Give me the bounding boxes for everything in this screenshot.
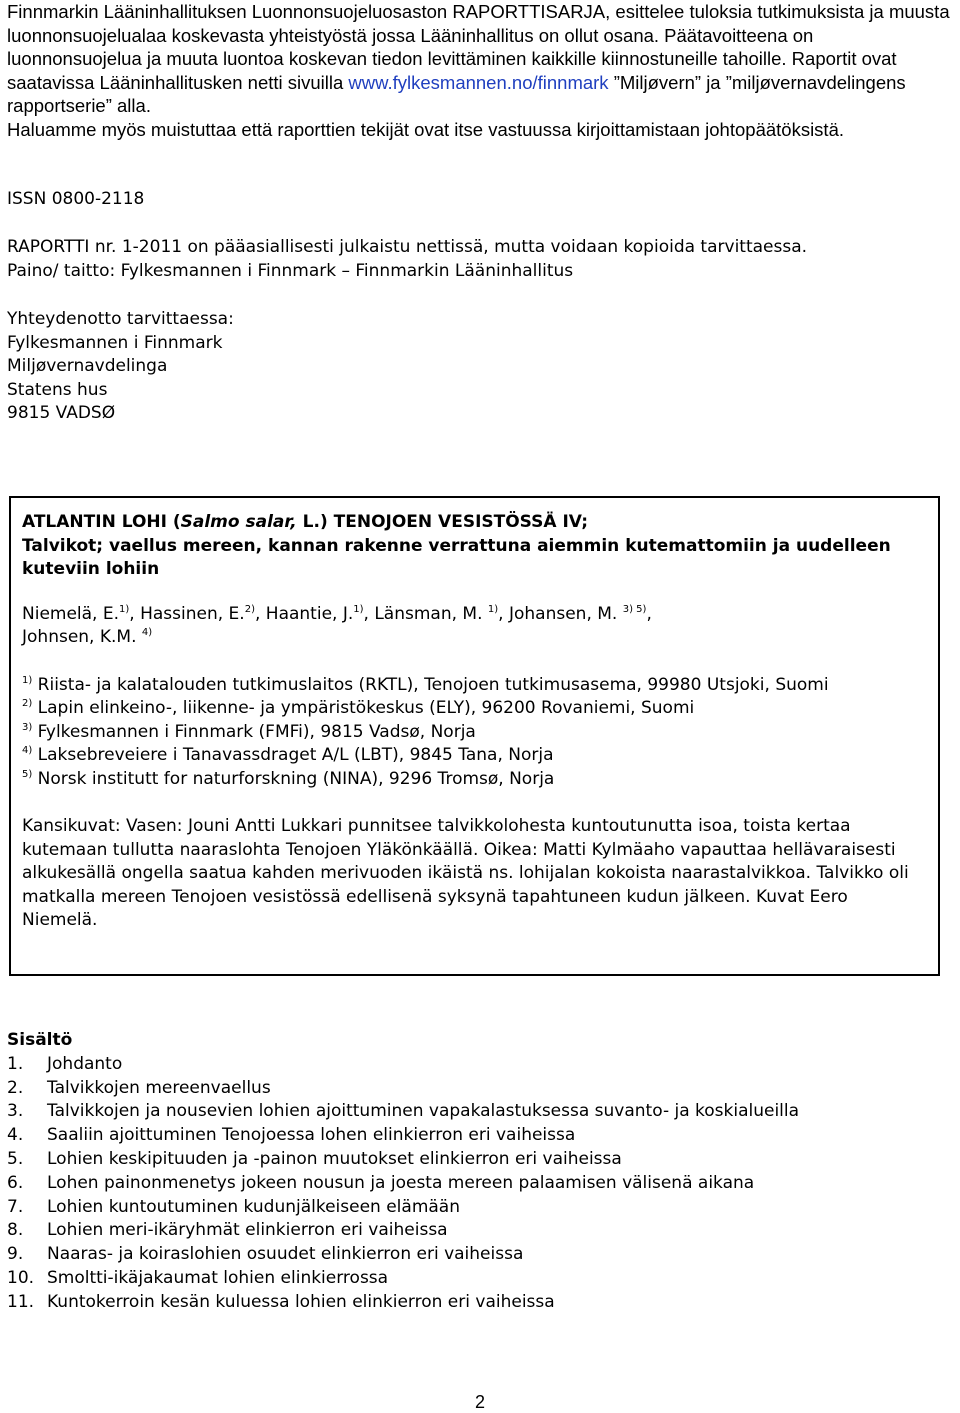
toc-item [7,1267,952,1291]
toc-text: Lohien keskipituuden ja -painon muutokset elinkierron eri vaiheissa [47,1148,622,1169]
toc-number: 3. [7,1101,24,1122]
toc-text: Lohien meri-ikäryhmät elinkierron eri vaiheissa [47,1220,448,1241]
toc-text: Talvikkojen mereenvaellus [47,1077,271,1098]
author-name: Johansen, M. [508,603,623,624]
separator: , [363,603,375,624]
toc-title: Sisältö [7,1030,73,1050]
report-title [22,511,927,535]
author-affiliation: 2) [244,603,255,615]
toc-list [7,1053,952,1315]
contact-line: Miljøvernavdelinga [7,356,168,376]
affiliation-number: 2) [22,698,33,709]
intro-text-3: Haluamme myös muistuttaa että raporttien tekijät ovat itse vastuussa kirjoittamistaan johtopäätöksistä. [7,118,844,140]
table-of-contents [7,1029,952,1315]
affiliation-text: Norsk institutt for naturforskning (NINA), 9296 Tromsø, Norja [37,768,555,789]
author-affiliation: 4) [141,627,153,638]
title-part: ATLANTIN LOHI ( [22,512,181,532]
toc-text: Johdanto [47,1053,123,1074]
contact-line: Fylkesmannen i Finnmark [7,332,223,353]
affiliation-item [22,697,927,721]
contact-heading: Yhteydenotto tarvittaessa: [7,309,234,329]
toc-number: 6. [7,1172,24,1193]
separator: , [129,603,141,624]
toc-number: 11. [7,1291,35,1312]
toc-text: Lohien kuntoutuminen kudunjälkeiseen elämään [47,1196,460,1217]
cover-caption: Kansikuvat: Vasen: Jouni Antti Lukkari punnitsee talvikkolohesta kuntoutunutta isoa, toista kertaa kutemaan tullutta naaraslohta Tenojoen Yläkönkäällä. Oikea: Matti Kylmäaho vapauttaa hellävaraisesti alkukesällä ongella saatua kahden merivuoden ikäistä ns. lohijalan kokoista naarastalvikkoa. Talvikko oli matkalla mereen Tenojoen vesistössä edellisenä syksynä tapahtuneen kudun jälkeen. Kuvat Eero Niemelä. [22,816,909,930]
report-subtitle: Talvikot; vaellus mereen, kannan rakenne verrattuna aiemmin kutemattomiin ja uudelleen kuteviin lohiin [22,535,891,579]
page-number: 2 [474,1392,485,1412]
toc-item [7,1243,952,1267]
toc-text: Smoltti-ikäjakaumat lohien elinkierrossa [47,1267,389,1288]
author-affiliation: 1) [119,603,130,615]
contact-line: Statens hus [7,379,108,400]
author-name: Länsman, M. [374,603,488,624]
toc-item [7,1219,952,1243]
species-name: Salmo salar, [180,512,297,532]
toc-text: Kuntokerroin kesän kuluessa lohien elinkierron eri vaiheissa [47,1291,555,1312]
affiliation-text: Fylkesmannen i Finnmark (FMFi), 9815 Vadsø, Norja [37,721,476,742]
author-name: Niemelä, E. [22,603,120,624]
intro-paragraph [7,0,952,141]
toc-item [7,1172,952,1196]
toc-number: 2. [7,1077,24,1098]
toc-item [7,1077,952,1101]
toc-number: 1. [7,1053,24,1074]
affiliation-item [22,768,927,792]
toc-number: 8. [7,1220,24,1241]
paino-text: Paino/ taitto: Fylkesmannen i Finnmark – Finnmarkin Lääninhallitus [7,260,574,281]
affiliation-number: 4) [22,745,33,756]
toc-item [7,1291,952,1315]
author-affiliation: 3) 5) [622,603,647,615]
author-name: Hassinen, E. [140,603,245,624]
toc-text: Lohen painonmenetys jokeen nousun ja joesta mereen palaamisen välisenä aikana [47,1172,755,1193]
raportti-text: RAPORTTI nr. 1-2011 on pääasiallisesti julkaistu nettissä, mutta voidaan kopioida tarvittaessa. [7,237,808,257]
affiliation-text: Laksebreveiere i Tanavassdraget A/L (LBT), 9845 Tana, Norja [37,745,554,765]
author-name: Johnsen, K.M. [22,627,142,647]
toc-item [7,1100,952,1124]
toc-number: 10. [7,1267,35,1288]
website-link[interactable]: www.fylkesmannen.no/finnmark [348,71,609,93]
toc-text: Naaras- ja koiraslohien osuudet elinkierron eri vaiheissa [47,1244,524,1265]
toc-number: 4. [7,1125,24,1146]
authors [22,603,927,650]
report-info [7,236,952,283]
affiliations [22,674,927,792]
intro-text: Finnmarkin Lääninhallituksen Luonnonsuojeluosaston RAPORTTISARJA, esittelee tuloksia tutkimuksista ja muusta luonnonsuojelualaa koskevasta yhteistyöstä jossa Lääninhallitus on ollut osana. Päätavoitteena on luonnonsuojelua ja muuta luontoa koskevan tiedon levittäminen kaikkille kiinnostuneille tahoille. Raportit ovat saatavissa Lääninhallitusken netti sivuilla [7,1,950,93]
affiliation-text: Riista- ja kalatalouden tutkimuslaitos (RKTL), Tenojoen tutkimusasema, 99980 Utsjoki, Suomi [37,674,829,695]
title-part: L.) TENOJOEN VESISTÖSSÄ IV; [296,512,589,532]
toc-number: 7. [7,1196,24,1217]
affiliation-item [22,674,927,698]
affiliation-number: 3) [22,721,33,733]
toc-item [7,1124,952,1148]
affiliation-text: Lapin elinkeino-, liikenne- ja ympäristökeskus (ELY), 96200 Rovaniemi, Suomi [37,698,695,718]
intro-text-2: ”Miljøvern” ja ”miljøvernavdelingens rapportserie” alla. [7,71,906,116]
toc-item [7,1196,952,1220]
separator: , [498,603,509,624]
separator: , [254,603,266,624]
toc-item [7,1148,952,1172]
toc-number: 9. [7,1244,24,1265]
contact-block [7,308,952,426]
author-affiliation: 1) [353,603,364,615]
affiliation-item [22,744,927,768]
toc-text: Talvikkojen ja nousevien lohien ajoittuminen vapakalastuksessa suvanto- ja koskialueilla [47,1101,800,1122]
toc-text: Saaliin ajoittuminen Tenojoessa lohen elinkierron eri vaiheissa [47,1125,576,1146]
separator: , [646,603,652,624]
author-affiliation: 1) [487,603,499,615]
title-box [9,496,940,976]
affiliation-item [22,721,927,745]
toc-item [7,1053,952,1077]
contact-line: 9815 VADSØ [7,403,116,423]
issn: ISSN 0800-2118 [7,189,145,209]
toc-number: 5. [7,1148,24,1169]
affiliation-number: 5) [22,768,33,780]
author-name: Haantie, J. [265,603,354,624]
affiliation-number: 1) [22,674,33,686]
